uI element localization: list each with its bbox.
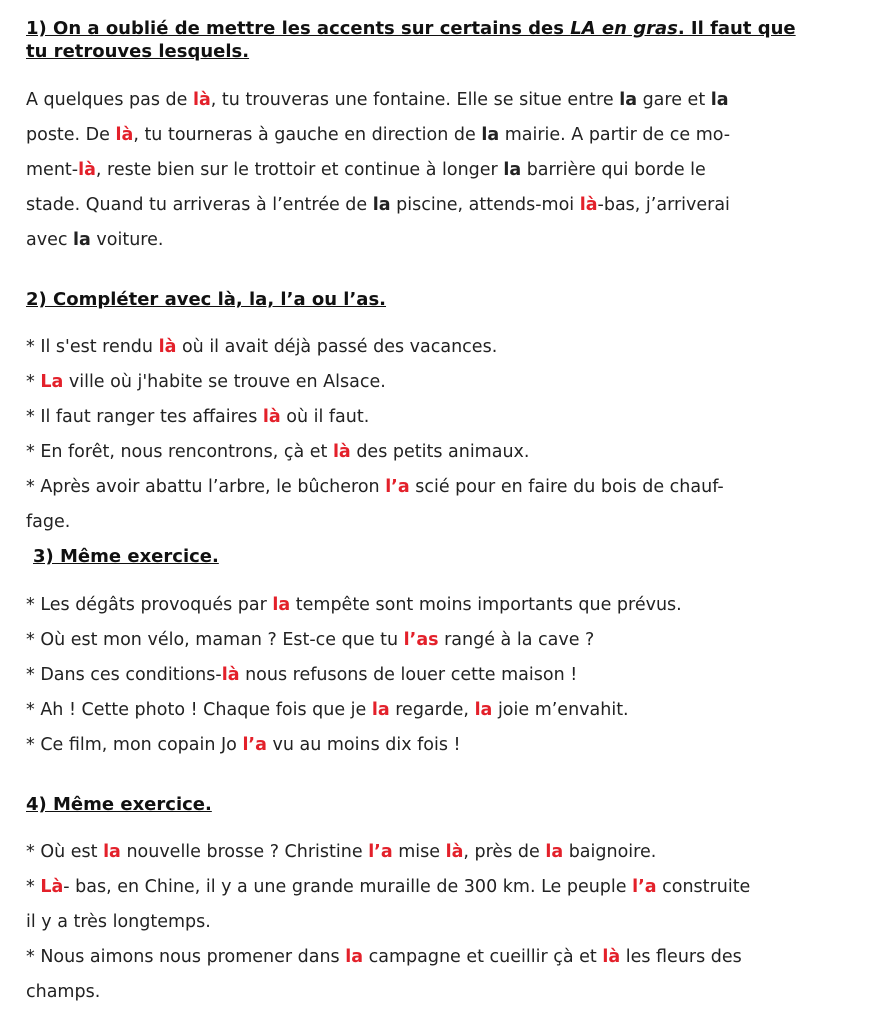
highlighted-word: là: [332, 442, 351, 462]
text-segment: il y a très longtemps.: [26, 912, 211, 932]
text-segment: les fleurs des: [620, 947, 742, 967]
text-segment: * Où est: [26, 842, 104, 862]
highlighted-word: la: [272, 595, 291, 615]
highlighted-word: la: [474, 700, 493, 720]
highlighted-word: là: [445, 842, 464, 862]
list-item: [26, 940, 742, 975]
highlighted-word: l’a: [632, 877, 657, 897]
text-segment: piscine, attends-moi: [390, 195, 580, 215]
text-segment: * Où est mon vélo, maman ? Est-ce que tu: [26, 630, 404, 650]
highlighted-word: là: [579, 195, 598, 215]
text-segment: , tu tourneras à gauche en direction de: [133, 125, 482, 145]
text-segment: voiture.: [90, 230, 164, 250]
text-segment: A quelques pas de: [26, 90, 193, 110]
text-segment: * Nous aimons nous promener dans: [26, 947, 346, 967]
text-segment: nouvelle brosse ? Christine: [120, 842, 369, 862]
text-segment: mise: [392, 842, 446, 862]
text-segment: fage.: [26, 512, 71, 532]
list-item: [26, 693, 629, 728]
list-item: [26, 588, 682, 623]
highlighted-word: là: [262, 407, 281, 427]
text-segment: * En forêt, nous rencontrons, çà et: [26, 442, 333, 462]
paragraph-line: [26, 188, 730, 223]
text-segment: mairie. A partir de ce mo-: [499, 125, 731, 145]
text-segment: * Il s'est rendu: [26, 337, 159, 357]
text-segment: nous refusons de louer cette maison !: [239, 665, 578, 685]
text-segment: stade. Quand tu arriveras à l’entrée de: [26, 195, 373, 215]
highlighted-word: Là: [40, 877, 64, 897]
highlighted-word: la: [345, 947, 364, 967]
list-item-continuation: [26, 905, 211, 940]
text-segment: des petits animaux.: [350, 442, 530, 462]
text-segment: , près de: [463, 842, 546, 862]
highlighted-word: la: [545, 842, 564, 862]
text-segment: où il faut.: [280, 407, 370, 427]
text-segment: tempête sont moins importants que prévus.: [290, 595, 682, 615]
list-item: [26, 435, 529, 470]
text-segment: construite: [656, 877, 751, 897]
text-segment: * Ce film, mon copain Jo: [26, 735, 243, 755]
text-segment: gare et: [637, 90, 711, 110]
text-segment: ville où j'habite se trouve en Alsace.: [63, 372, 386, 392]
list-item: [26, 470, 724, 505]
highlighted-word: la: [371, 700, 390, 720]
highlighted-word: l’a: [385, 477, 410, 497]
list-item: [26, 330, 497, 365]
list-item: [26, 400, 369, 435]
highlighted-word: la: [103, 842, 121, 862]
list-item-continuation: [26, 505, 70, 540]
text-segment: barrière qui borde le: [521, 160, 706, 180]
list-item: [26, 365, 386, 400]
highlighted-word: là: [158, 337, 177, 357]
section-1-heading: [26, 18, 796, 40]
text-segment: ment-: [26, 160, 79, 180]
text-segment: où il avait déjà passé des vacances.: [176, 337, 498, 357]
list-item: [26, 728, 461, 763]
text-segment: *: [26, 372, 41, 392]
text-segment: campagne et cueillir çà et: [363, 947, 603, 967]
text-segment: vu au moins dix fois !: [266, 735, 461, 755]
list-item-continuation: [26, 975, 100, 1010]
text-segment: * Les dégâts provoqués par: [26, 595, 273, 615]
bold-word: la: [503, 160, 522, 180]
bold-word: la: [710, 90, 729, 110]
paragraph-line: [26, 83, 729, 118]
highlighted-word: l’a: [368, 842, 393, 862]
bold-word: la: [73, 230, 91, 250]
section-1-heading-pre: 1) On a oublié de mettre les accents sur certains des: [26, 18, 571, 39]
text-segment: scié pour en faire du bois de chauf-: [409, 477, 724, 497]
text-segment: * Il faut ranger tes affaires: [26, 407, 263, 427]
text-segment: - bas, en Chine, il y a une grande muraille de 300 km. Le peuple: [63, 877, 633, 897]
highlighted-word: là: [115, 125, 134, 145]
text-segment: *: [26, 877, 41, 897]
section-1-heading-italic: LA en gras: [570, 18, 678, 39]
section-2-heading: 2) Compléter avec là, la, l’a ou l’as.: [26, 289, 387, 310]
list-item: [26, 658, 577, 693]
paragraph-line: [26, 153, 706, 188]
section-4-heading: 4) Même exercice.: [26, 794, 212, 815]
highlighted-word: là: [221, 665, 240, 685]
paragraph-line: [26, 223, 163, 258]
list-item: [26, 623, 594, 658]
paragraph-line: [26, 118, 730, 153]
list-item: [26, 835, 656, 870]
highlighted-word: La: [40, 372, 64, 392]
highlighted-word: là: [602, 947, 621, 967]
bold-word: la: [481, 125, 500, 145]
text-segment: * Après avoir abattu l’arbre, le bûcheron: [26, 477, 386, 497]
text-segment: rangé à la cave ?: [438, 630, 595, 650]
text-segment: poste. De: [26, 125, 116, 145]
text-segment: joie m’envahit.: [492, 700, 629, 720]
text-segment: champs.: [26, 982, 101, 1002]
list-item: [26, 870, 750, 905]
text-segment: , tu trouveras une fontaine. Elle se situe entre: [210, 90, 620, 110]
highlighted-word: l’as: [403, 630, 439, 650]
text-segment: baignoire.: [563, 842, 657, 862]
highlighted-word: l’a: [242, 735, 267, 755]
text-segment: * Ah ! Cette photo ! Chaque fois que je: [26, 700, 372, 720]
section-3-heading: 3) Même exercice.: [33, 546, 219, 567]
text-segment: * Dans ces conditions-: [26, 665, 222, 685]
highlighted-word: là: [192, 90, 211, 110]
text-segment: avec: [26, 230, 74, 250]
text-segment: regarde,: [389, 700, 475, 720]
highlighted-word: là: [78, 160, 96, 180]
text-segment: -bas, j’arriverai: [597, 195, 730, 215]
text-segment: , reste bien sur le trottoir et continue à longer: [95, 160, 504, 180]
bold-word: la: [372, 195, 391, 215]
section-1-heading-post: . Il faut que: [677, 18, 796, 39]
bold-word: la: [619, 90, 638, 110]
section-1-heading-line-2: tu retrouves lesquels.: [26, 41, 250, 62]
